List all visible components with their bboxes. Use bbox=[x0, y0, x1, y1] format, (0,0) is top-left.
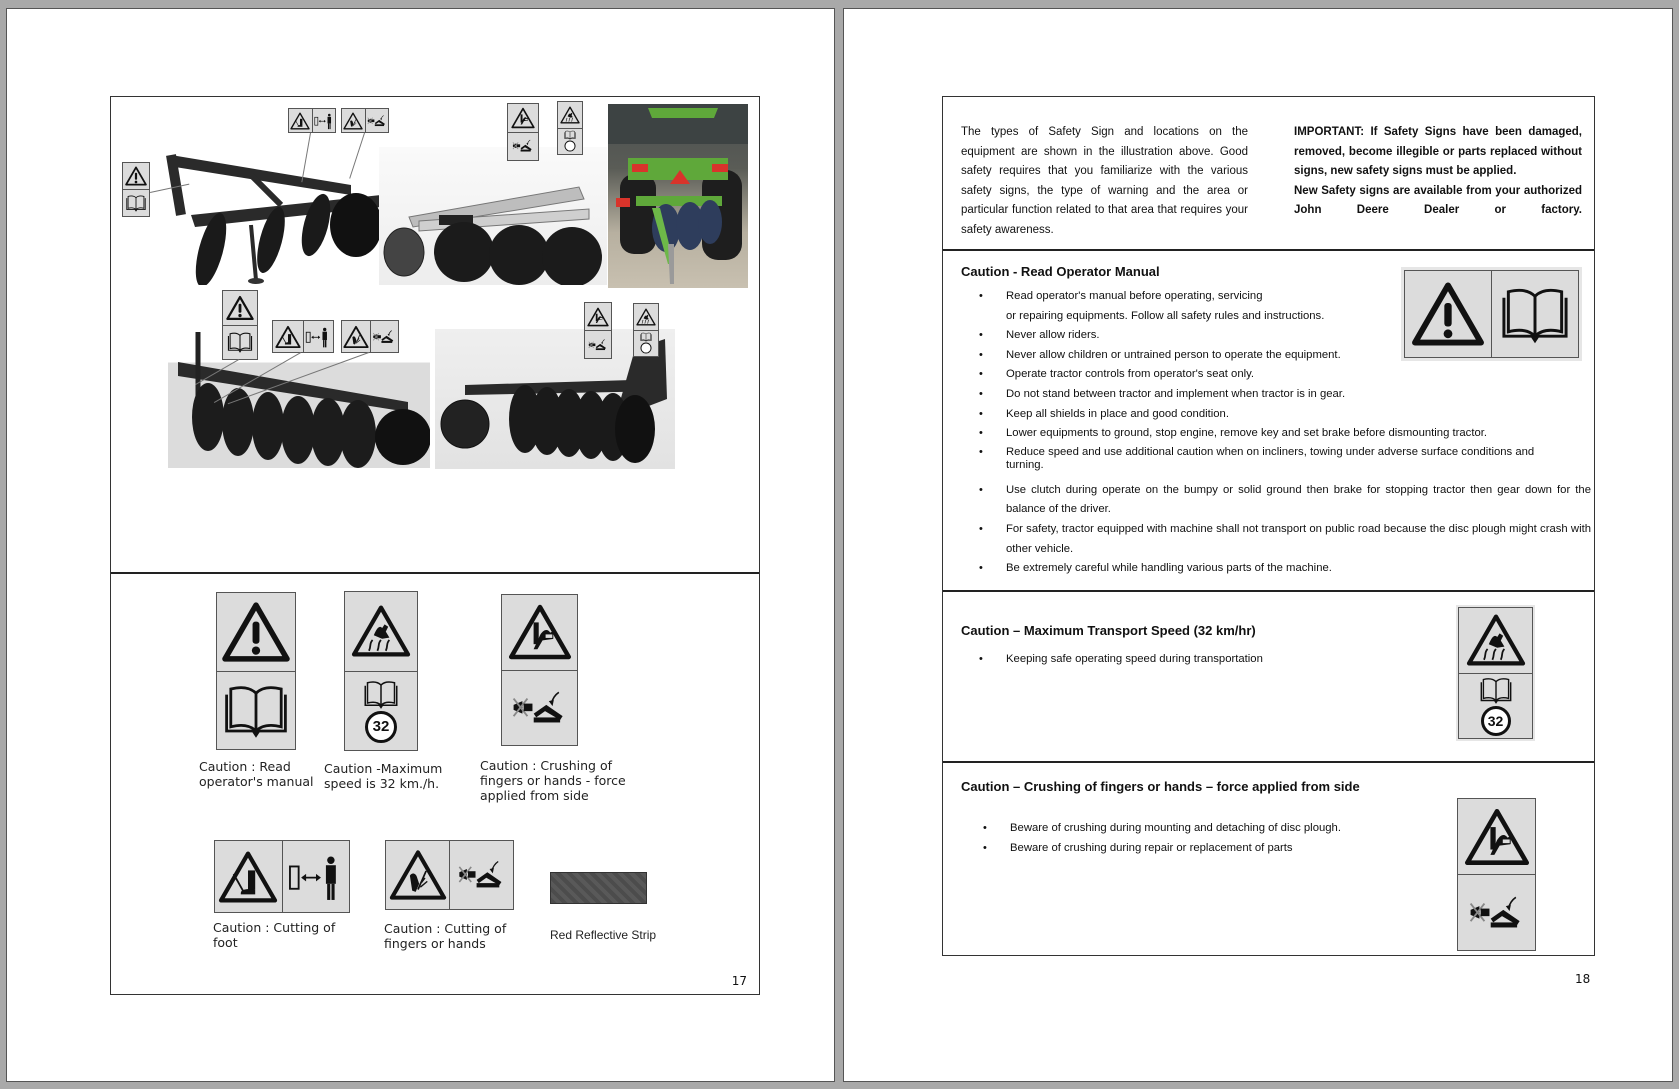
list-item: • Be extremely careful while handling various parts of the machine. bbox=[961, 559, 1591, 579]
photo-disc-plough-gauge-wheel bbox=[379, 147, 607, 285]
section-divider bbox=[943, 249, 1594, 251]
decal-crushing-side-2 bbox=[584, 302, 612, 359]
list-item: • Do not stand between tractor and implement when tractor is in gear. bbox=[961, 385, 1591, 405]
decal-cutting-foot-1 bbox=[288, 108, 336, 133]
list-item: • Never allow children or untrained person to operate the equipment. bbox=[961, 346, 1591, 366]
page-number: 17 bbox=[731, 974, 747, 988]
section-title-crushing: Caution – Crushing of fingers or hands – force applied from side bbox=[961, 779, 1360, 794]
decal-cutting-fingers-2 bbox=[341, 320, 399, 353]
list-item: • Lower equipments to ground, stop engine, remove key and set brake before dismounting tractor. bbox=[961, 424, 1591, 444]
decal-max-speed-1 bbox=[557, 101, 583, 155]
decal-cutting-foot-2 bbox=[272, 320, 334, 353]
speed-limit-badge: 32 bbox=[1481, 706, 1511, 736]
list-item: • Beware of crushing during mounting and detaching of disc plough. bbox=[965, 822, 1565, 835]
intro-text: The types of Safety Sign and locations on the equipment are shown in the illustration above. Good safety requires that you familiarize with the various safety signs, the type of warning and the area or particular function related to that area that requires your safety awareness. bbox=[961, 126, 1248, 236]
sign-cutting-foot bbox=[214, 840, 350, 913]
caption-cutting-fingers: Caution : Cutting of fingers or hands bbox=[384, 921, 507, 951]
caption-cutting-foot: Caution : Cutting of foot bbox=[213, 920, 336, 950]
page-17-frame bbox=[110, 96, 760, 995]
page-number: 18 bbox=[1575, 972, 1591, 986]
decal-crushing-side-1 bbox=[507, 103, 539, 161]
list-item: • Keep all shields in place and good condition. bbox=[961, 405, 1591, 425]
page-17 bbox=[6, 8, 835, 1082]
photo-disc-harrow-left bbox=[168, 292, 430, 468]
sign-read-manual bbox=[216, 592, 296, 750]
list-item: • Operate tractor controls from operator's seat only. bbox=[961, 365, 1591, 385]
caption-max-speed: Caution -Maximum speed is 32 km./h. bbox=[324, 761, 443, 791]
page-18 bbox=[843, 8, 1673, 1082]
section-title-read-manual: Caution - Read Operator Manual bbox=[961, 264, 1160, 279]
decal-read-manual-1 bbox=[122, 162, 150, 217]
photo-tractor-green-plough bbox=[608, 104, 748, 288]
list-item: • Reduce speed and use additional caution when on incliners, towing under adverse surface conditions and turning. bbox=[961, 446, 1591, 472]
speed-limit-badge: 32 bbox=[365, 711, 397, 743]
caption-reflective-strip: Red Reflective Strip bbox=[550, 928, 657, 942]
list-item: • Never allow riders. bbox=[961, 326, 1591, 346]
sign-cutting-fingers bbox=[385, 840, 514, 910]
important-notice: IMPORTANT: If Safety Signs have been damaged, removed, become illegible or parts replaced without signs, new safety signs must be applied. New Safety signs are available from your authorized John Deere Dealer or factory. bbox=[1294, 123, 1582, 221]
list-item: • Use clutch during operate on the bumpy or solid ground then brake for stopping tractor then gear down for the balance of the driver. bbox=[961, 481, 1591, 520]
sign-max-speed bbox=[344, 591, 418, 751]
sign-crushing-side bbox=[501, 594, 578, 746]
section-title-max-speed: Caution – Maximum Transport Speed (32 km/hr) bbox=[961, 623, 1256, 638]
list-item: • For safety, tractor equipped with machine shall not transport on public road because the disc plough might crash with other vehicle. bbox=[961, 520, 1591, 559]
decal-max-speed-2 bbox=[633, 303, 659, 357]
sign-max-speed bbox=[1458, 607, 1533, 739]
section-divider bbox=[943, 590, 1594, 592]
caption-read-manual: Caution : Read operator's manual bbox=[199, 759, 314, 789]
sign-read-manual bbox=[1404, 270, 1579, 358]
list-item: • Read operator's manual before operating, servicing or repairing equipments. Follow all safety rules and instructions. bbox=[961, 287, 1591, 326]
decal-read-manual-2 bbox=[222, 290, 258, 360]
section-divider bbox=[943, 761, 1594, 763]
dealer-notice: New Safety signs are available from your authorized John Deere Dealer or factory. bbox=[1294, 184, 1582, 217]
red-reflective-strip bbox=[550, 872, 647, 904]
list-item: • Keeping safe operating speed during transportation bbox=[961, 653, 1561, 666]
sign-crushing-side bbox=[1457, 798, 1536, 951]
page-18-frame bbox=[942, 96, 1595, 956]
decal-cutting-fingers-1 bbox=[341, 108, 389, 133]
frame-divider bbox=[111, 572, 759, 574]
caption-crushing-side: Caution : Crushing of fingers or hands - force applied from side bbox=[480, 758, 626, 803]
photo-mounted-disc-plough bbox=[151, 115, 411, 285]
list-item: • Beware of crushing during repair or replacement of parts bbox=[965, 842, 1565, 855]
